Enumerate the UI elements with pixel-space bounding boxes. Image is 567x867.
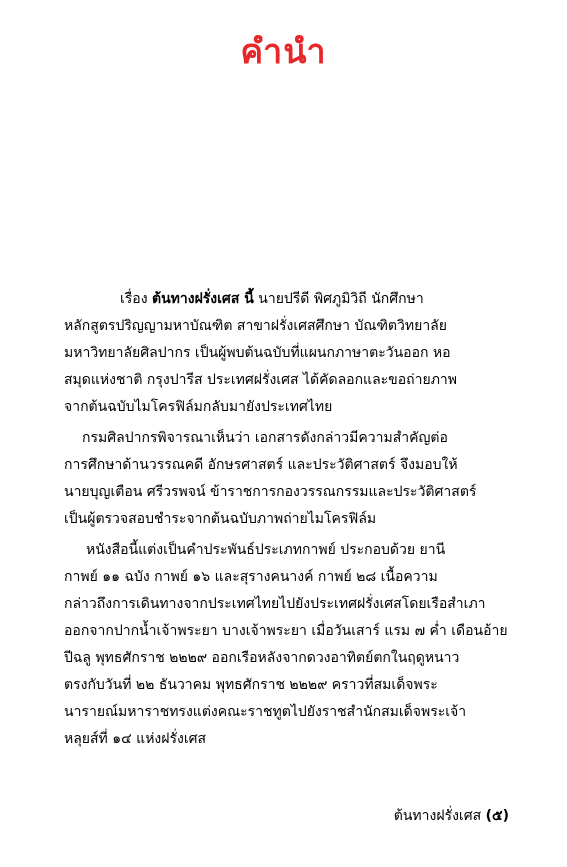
paragraph-3-line-4: ออกจากปากน้ำเจ้าพระยา บางเจ้าพระยา เมื่อวันเสาร์ แรม ๗ ค่ำ เดือนอ้าย — [64, 623, 508, 639]
page-title: คำนำ — [240, 32, 327, 72]
paragraph-2-line-3: นายบุญเตือน ศรีวรพจน์ ข้าราชการกองวรรณกรรมและประวัติศาสตร์ — [64, 484, 477, 500]
paragraph-3-line-6: ตรงกับวันที่ ๒๒ ธันวาคม พุทธศักราช ๒๒๒๙ คราวที่สมเด็จพระ — [64, 677, 438, 693]
paragraph-1-line-3: มหาวิทยาลัยศิลปากร เป็นผู้พบต้นฉบับที่แผนกภาษาตะวันออก หอ — [64, 345, 451, 361]
paragraph-2-line-2: การศึกษาด้านวรรณคดี อักษรศาสตร์ และประวัติศาสตร์ จึงมอบให้ — [64, 457, 458, 473]
page-footer — [394, 806, 509, 826]
paragraph-1-line-1 — [64, 286, 512, 313]
paragraph-1-lead: เรื่อง — [120, 291, 152, 307]
paragraph-1-line-2: หลักสูตรปริญญามหาบัณฑิต สาขาฝรั่งเศสศึกษา บัณฑิตวิทยาลัย — [64, 318, 447, 334]
paragraph-2-line-4: เป็นผู้ตรวจสอบชำระจากต้นฉบับภาพถ่ายไมโครฟิล์ม — [64, 511, 377, 527]
paragraph-1-line-5: จากต้นฉบับไมโครฟิล์มกลับมายังประเทศไทย — [64, 399, 333, 415]
paragraph-2-line-1: กรมศิลปากรพิจารณาเห็นว่า เอกสารดังกล่าวมีความสำคัญต่อ — [82, 430, 448, 446]
page-number: (๕) — [485, 808, 509, 824]
paragraph-3-line-3: กล่าวถึงการเดินทางจากประเทศไทยไปยังประเทศฝรั่งเศสโดยเรือสำเภา — [64, 596, 486, 612]
paragraph-3-line-1: หนังสือนี้แต่งเป็นคำประพันธ์ประเภทกาพย์ ประกอบด้วย ยานี — [86, 542, 446, 558]
paragraph-3-line-5: ปีฉลู พุทธศักราช ๒๒๒๙ ออกเรือหลังจากดวงอาทิตย์ตกในฤดูหนาว — [64, 650, 460, 666]
body-text — [64, 286, 512, 753]
running-title: ต้นทางฝรั่งเศส — [393, 808, 482, 824]
paragraph-1-line-4: สมุดแห่งชาติ กรุงปารีส ประเทศฝรั่งเศส ได้คัดลอกและขอถ่ายภาพ — [64, 372, 458, 388]
paragraph-3-line-8: หลุยส์ที่ ๑๔ แห่งฝรั่งเศส — [64, 731, 207, 747]
book-title-bold: ต้นทางฝรั่งเศส นี้ — [152, 291, 254, 307]
paragraph-3-line-2: กาพย์ ๑๑ ฉบัง กาพย์ ๑๖ และสุรางคนางค์ กาพย์ ๒๘ เนื้อความ — [64, 569, 438, 585]
paragraph-1-line-1-rest: นายปรีดี พิศภูมิวิถี นักศึกษา — [253, 291, 424, 307]
paragraph-3-line-7: นารายณ์มหาราชทรงแต่งคณะราชทูตไปยังราชสำนักสมเด็จพระเจ้า — [64, 704, 467, 720]
